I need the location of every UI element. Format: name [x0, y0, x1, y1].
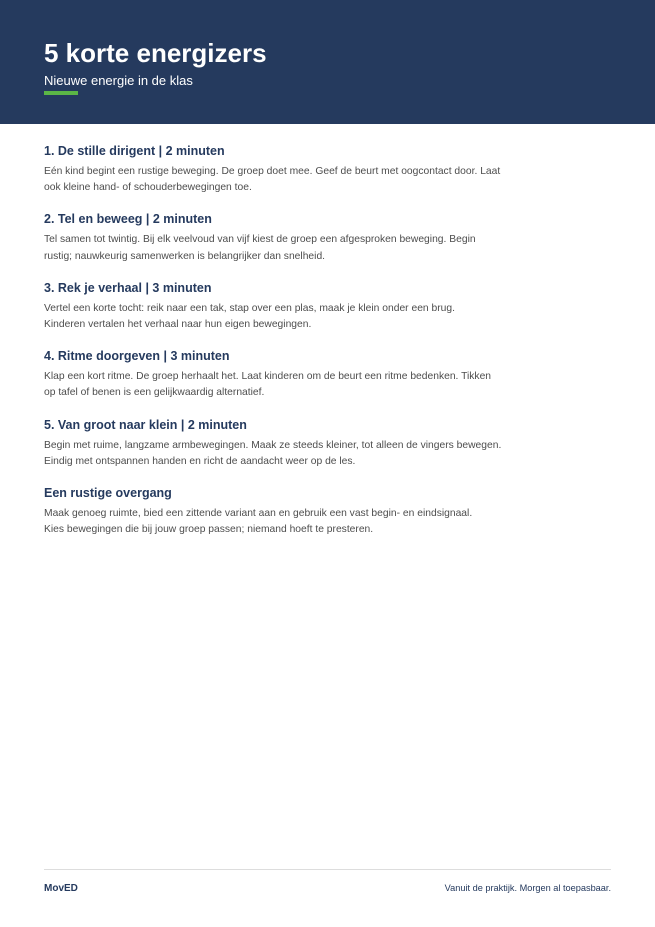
section-body-line: Kies bewegingen die bij jouw groep passen; niemand hoeft te presteren. — [44, 524, 374, 536]
section-body — [44, 232, 574, 264]
section-body — [44, 164, 574, 196]
section-body-line: rustig; nauwkeurig samenwerken is belangrijker dan snelheid. — [44, 250, 326, 262]
section-body-line: op tafel of benen is een gelijkwaardig alternatief. — [44, 387, 265, 399]
section-stille-dirigent — [44, 143, 574, 196]
section-heading: 5. Van groot naar klein | 2 minuten — [44, 417, 247, 432]
footer-tagline: Vanuit de praktijk. Morgen al toepasbaar. — [444, 883, 611, 893]
section-heading: 4. Ritme doorgeven | 3 minuten — [44, 349, 230, 364]
section-body-line: Begin met ruime, langzame armbewegingen. Maak ze steeds kleiner, tot alleen de vingers bewegen. — [44, 439, 502, 451]
footer-divider — [44, 869, 611, 870]
section-heading: Een rustige overgang — [44, 486, 172, 501]
section-body — [44, 369, 574, 401]
section-ritme-doorgeven — [44, 348, 574, 401]
header-banner — [0, 0, 655, 124]
section-body-line: Eén kind begint een rustige beweging. De groep doet mee. Geef de beurt met oogcontact door. Laat — [44, 166, 501, 177]
section-heading: 3. Rek je verhaal | 3 minuten — [44, 280, 212, 295]
section-body — [44, 438, 574, 470]
section-body — [44, 301, 574, 333]
section-body — [44, 506, 574, 538]
section-body-line: Maak genoeg ruimte, bied een zittende variant aan en gebruik een vast begin- en eindsignaal. — [44, 508, 473, 520]
section-heading: 2. Tel en beweeg | 2 minuten — [44, 212, 212, 227]
section-body-line: Vertel een korte tocht: reik naar een tak, stap over een plas, maak je klein onder een brug. — [44, 302, 455, 314]
section-body-line: Klap een kort ritme. De groep herhaalt het. Laat kinderen om de beurt een ritme bedenken. Tikken — [44, 371, 492, 383]
section-body-line: ook kleine hand- of schouderbewegingen toe. — [44, 182, 252, 194]
section-body-line: Kinderen vertalen het verhaal naar hun eigen bewegingen. — [44, 319, 312, 331]
footer-brand: MovED — [44, 883, 78, 894]
section-rustige-overgang — [44, 485, 574, 538]
section-heading: 1. De stille dirigent | 2 minuten — [44, 144, 225, 158]
accent-bar — [44, 91, 78, 95]
section-tel-en-beweeg — [44, 211, 574, 264]
section-body-line: Eindig met ontspannen handen en richt de aandacht weer op de les. — [44, 455, 356, 467]
page-subtitle: Nieuwe energie in de klas — [44, 73, 193, 88]
section-body-line: Tel samen tot twintig. Bij elk veelvoud van vijf kiest de groep een afgesproken beweging. Begin — [44, 234, 476, 246]
page-title: 5 korte energizers — [44, 38, 267, 68]
section-groot-naar-klein — [44, 417, 574, 470]
section-rek-je-verhaal — [44, 280, 574, 333]
main-content — [44, 143, 574, 553]
